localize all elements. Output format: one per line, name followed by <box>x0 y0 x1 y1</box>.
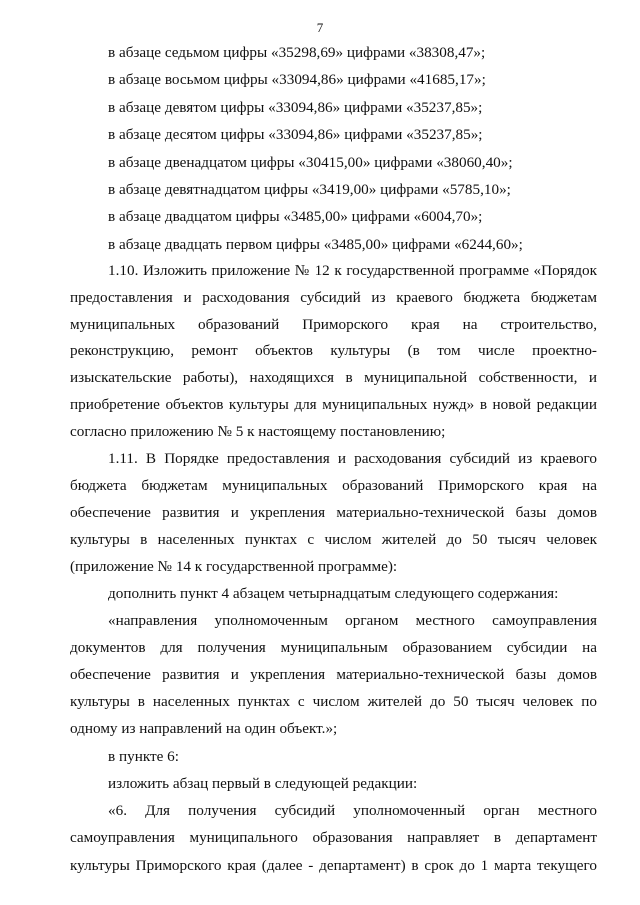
text-line: в абзаце двадцатом цифры «3485,00» цифрами «6004,70»; <box>108 208 483 225</box>
text-line: в абзаце восьмом цифры «33094,86» цифрами «41685,17»; <box>108 71 486 88</box>
text-line: документов для получения муниципальным образованием субсидии на <box>70 639 597 656</box>
text-line: в абзаце двадцать первом цифры «3485,00» цифрами «6244,60»; <box>108 236 523 253</box>
text-line: культуры в населенных пунктах с числом жителей до 50 тысяч человек по <box>70 693 597 710</box>
text-line: дополнить пункт 4 абзацем четырнадцатым следующего содержания: <box>108 585 559 602</box>
text-line: в пункте 6: <box>108 748 179 765</box>
text-line: (приложение № 14 к государственной программе): <box>70 558 398 575</box>
text-line: реконструкцию, ремонт объектов культуры (в том числе проектно- <box>70 342 597 359</box>
text-line: самоуправления муниципального образования направляет в департамент <box>70 829 597 846</box>
text-line: бюджета бюджетам муниципальных образований Приморского края на <box>70 477 597 494</box>
text-line: в абзаце девятом цифры «33094,86» цифрами «35237,85»; <box>108 99 483 116</box>
text-line: муниципальных образований Приморского края на строительство, <box>70 316 597 333</box>
text-line: обеспечение развития и укрепления материально-технической базы домов <box>70 504 597 521</box>
page-number: 7 <box>316 20 324 35</box>
text-line: 1.10. Изложить приложение № 12 к государственной программе «Порядок <box>108 262 597 279</box>
text-line: культуры Приморского края (далее - департамент) в срок до 1 марта текущего <box>70 857 597 874</box>
text-line: 1.11. В Порядке предоставления и расходования субсидий из краевого <box>108 450 597 467</box>
text-line: согласно приложению № 5 к настоящему постановлению; <box>70 423 446 440</box>
text-line: в абзаце десятом цифры «33094,86» цифрами «35237,85»; <box>108 126 483 143</box>
text-line: предоставления и расходования субсидий из краевого бюджета бюджетам <box>70 289 597 306</box>
text-line: изложить абзац первый в следующей редакции: <box>108 775 418 792</box>
text-line: в абзаце двенадцатом цифры «30415,00» цифрами «38060,40»; <box>108 154 513 171</box>
text-line: культуры в населенных пунктах с числом жителей до 50 тысяч человек <box>70 531 597 548</box>
text-line: «6. Для получения субсидий уполномоченный орган местного <box>108 802 597 819</box>
text-line: «направления уполномоченным органом местного самоуправления <box>108 612 597 629</box>
text-line: приобретение объектов культуры для муниципальных нужд» в новой редакции <box>70 396 597 413</box>
text-line: одному из направлений на один объект.»; <box>70 720 338 737</box>
text-line: обеспечение развития и укрепления материально-технической базы домов <box>70 666 597 683</box>
text-line: изыскательские работы), находящихся в муниципальной собственности, и <box>70 369 597 386</box>
text-line: в абзаце девятнадцатом цифры «3419,00» цифрами «5785,10»; <box>108 181 511 198</box>
text-line: в абзаце седьмом цифры «35298,69» цифрами «38308,47»; <box>108 44 486 61</box>
